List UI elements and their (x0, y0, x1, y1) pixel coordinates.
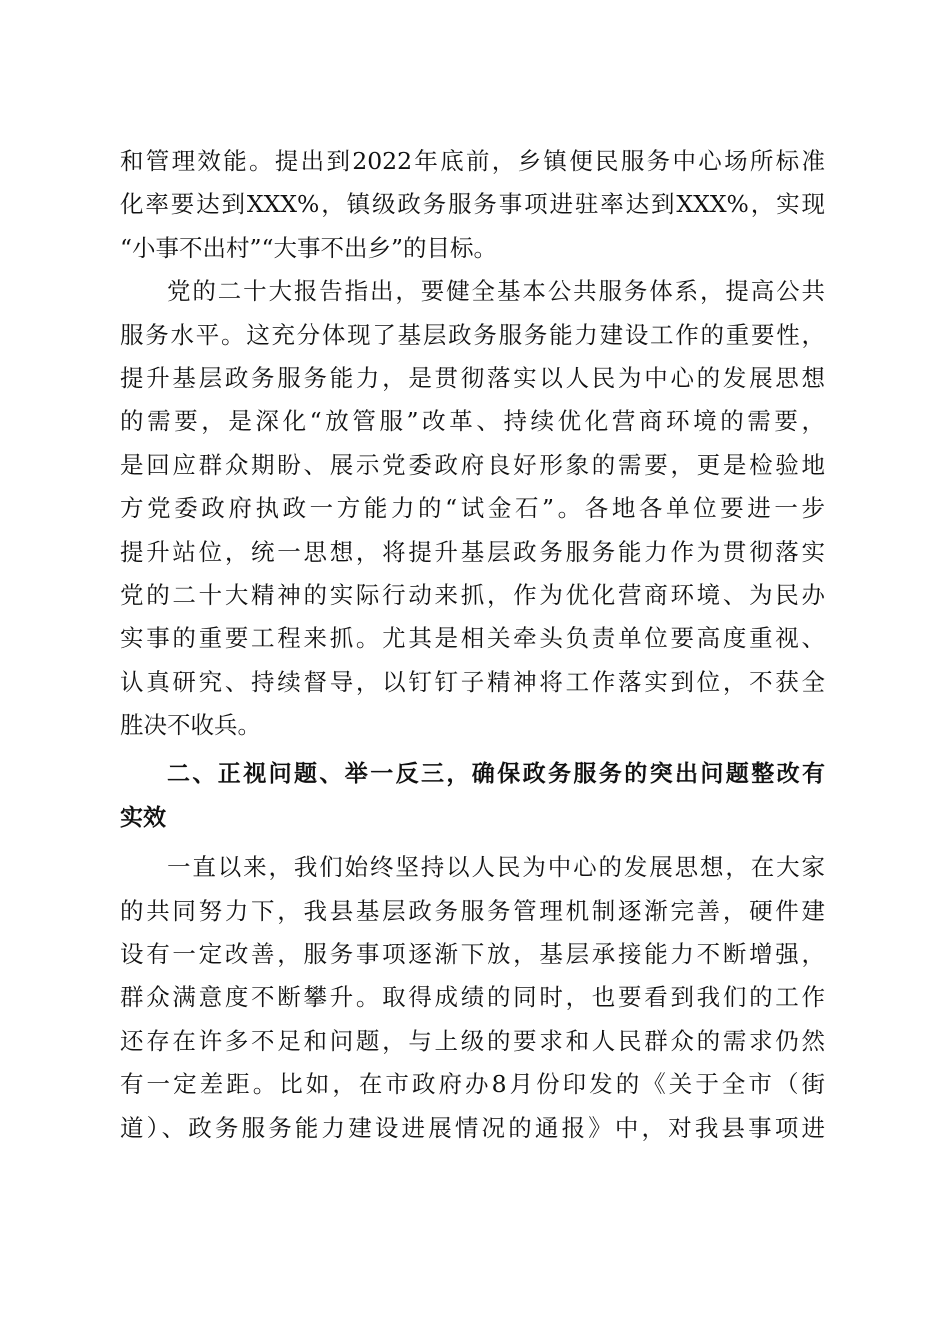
text-line: 一直以来，我们始终坚持以人民为中心的发展思想，在大家 (167, 853, 825, 882)
section-heading-2 (120, 753, 825, 840)
heading-line: 实效 (120, 804, 166, 831)
text-line: 设有一定改善，服务事项逐渐下放，基层承接能力不断增强， (120, 940, 825, 969)
text-line: 提升基层政务服务能力，是贯彻落实以人民为中心的发展思想 (120, 363, 825, 392)
text-line: “小事不出村”“大事不出乡”的目标。 (120, 233, 498, 262)
heading-line: 二、正视问题、举一反三，确保政务服务的突出问题整改有 (167, 761, 825, 788)
text-line: 化率要达到XXX%，镇级政务服务事项进驻率达到XXX%，实现 (120, 190, 825, 219)
text-line: 是回应群众期盼、展示党委政府良好形象的需要，更是检验地 (120, 450, 825, 479)
text-line: 和管理效能。提出到2022年底前，乡镇便民服务中心场所标准 (120, 147, 825, 175)
text-line: 的需要，是深化“放管服”改革、持续优化营商环境的需要， (120, 407, 825, 436)
text-line: 提升站位，统一思想，将提升基层政务服务能力作为贯彻落实 (120, 537, 825, 566)
document-body (120, 140, 825, 1150)
text-line: 还存在许多不足和问题，与上级的要求和人民群众的需求仍然 (120, 1026, 825, 1055)
text-line: 方党委政府执政一方能力的“试金石”。各地各单位要进一步 (120, 494, 825, 523)
text-line: 党的二十大报告指出，要健全基本公共服务体系，提高公共 (167, 277, 825, 306)
text-line: 实事的重要工程来抓。尤其是相关牵头负责单位要高度重视、 (120, 624, 825, 653)
text-line: 胜决不收兵。 (120, 711, 261, 740)
paragraph-2 (120, 270, 825, 747)
paragraph-3 (120, 846, 825, 1150)
text-line: 有一定差距。比如，在市政府办8月份印发的《关于全市（街 (120, 1070, 825, 1099)
text-line: 认真研究、持续督导，以钉钉子精神将工作落实到位，不获全 (120, 667, 825, 696)
text-line: 服务水平。这充分体现了基层政务服务能力建设工作的重要性， (120, 320, 825, 349)
text-line: 的共同努力下，我县基层政务服务管理机制逐渐完善，硬件建 (120, 896, 825, 925)
paragraph-1 (120, 140, 825, 270)
text-line: 道）、政务服务能力建设进展情况的通报》中，对我县事项进 (120, 1113, 825, 1142)
text-line: 党的二十大精神的实际行动来抓，作为优化营商环境、为民办 (120, 580, 825, 609)
text-line: 群众满意度不断攀升。取得成绩的同时，也要看到我们的工作 (120, 983, 825, 1012)
